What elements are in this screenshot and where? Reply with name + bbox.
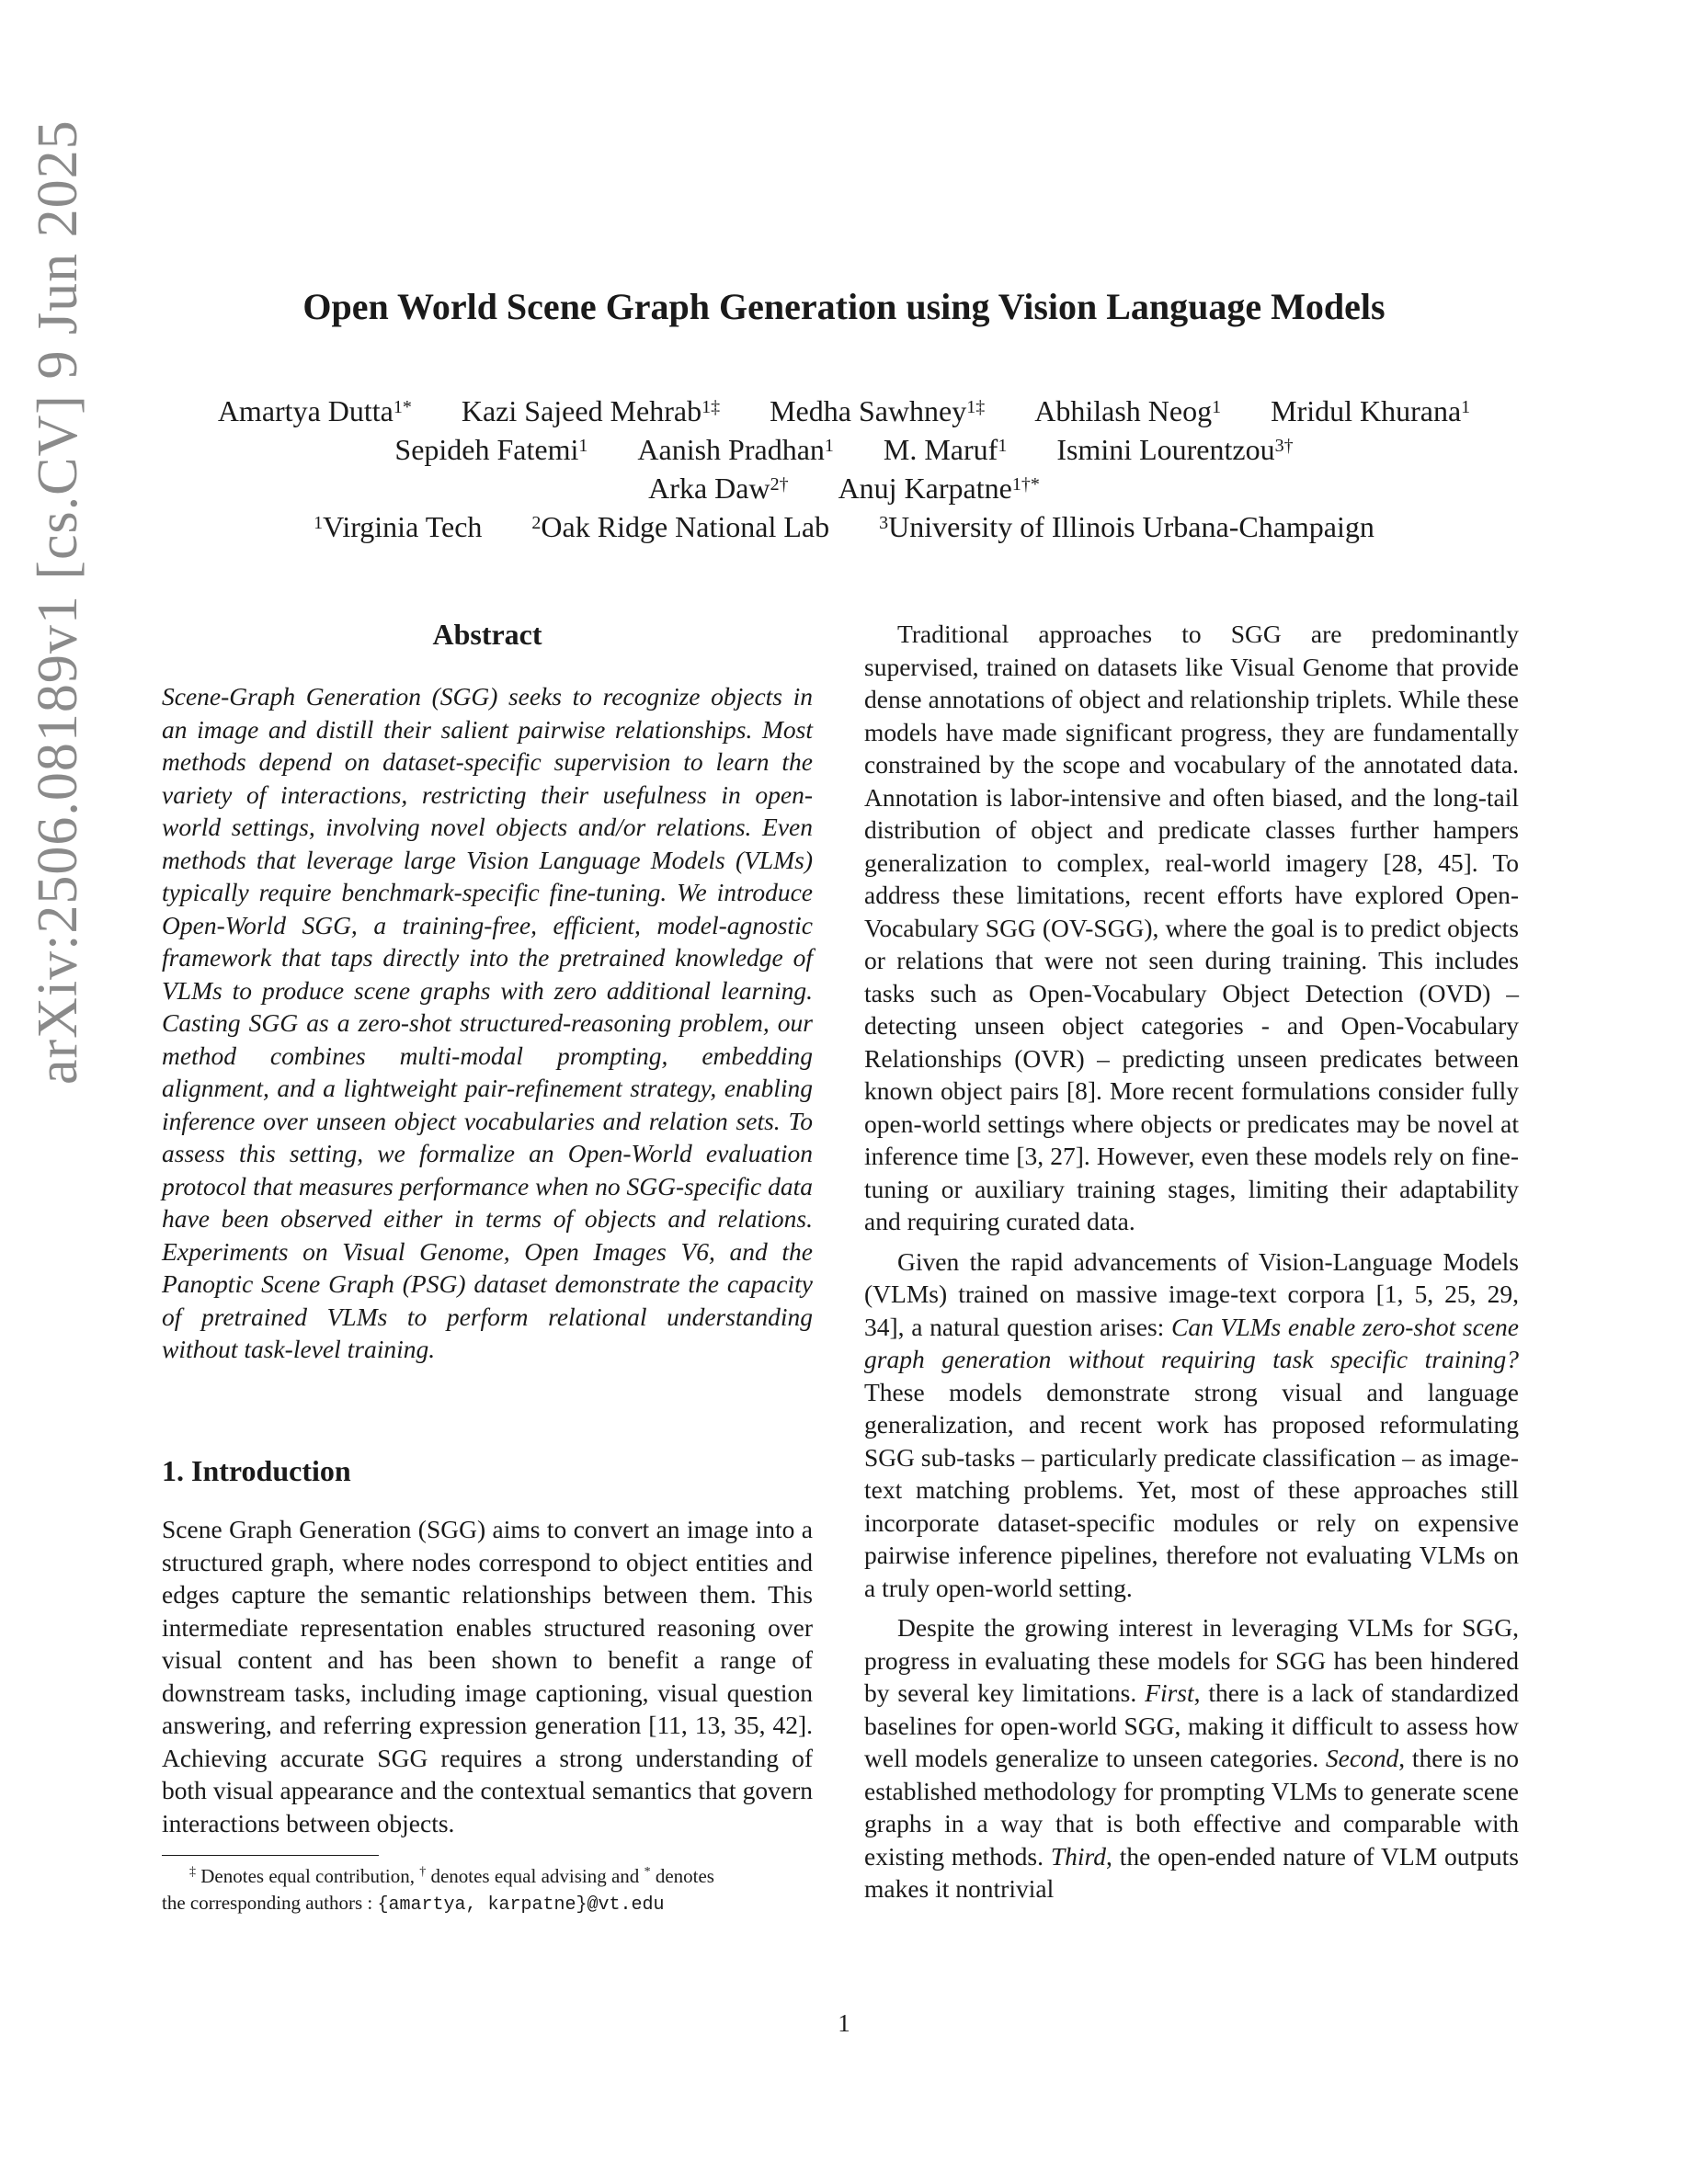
section-heading-introduction: 1. Introduction (162, 1454, 351, 1487)
author: Aanish Pradhan$^1$ (637, 433, 834, 466)
footnote-line: the corresponding authors : {amartya, karpatne}@vt.edu (162, 1892, 665, 1916)
footnote (162, 1859, 813, 1918)
author-line-1 (0, 392, 1688, 430)
affiliation: $^2$Oak Ridge National Lab (531, 510, 830, 543)
author: Kazi Sajeed Mehrab$^{1\ddagger}$ (461, 394, 721, 427)
arxiv-watermark: arXiv:2506.08189v1 [cs.CV] 9 Jun 2025 (27, 119, 89, 1085)
author-line-3 (0, 469, 1688, 507)
abstract-paragraph: Scene-Graph Generation (SGG) seeks to recognize objects in an image and distill their salient pairwise relationships. Most methods depend on dataset-specific supervision to learn the variety of interactions, restricting their usefulness in open-world settings, involving novel objects and/or relations. Even methods that leverage large Vision Language Models (VLMs) typically require benchmark-specific fine-tuning. We introduce Open-World SGG, a training-free, efficient, model-agnostic framework that taps directly into the pretrained knowledge of VLMs to produce scene graphs with zero additional learning. Casting SGG as a zero-shot structured-reasoning problem, our method combines multi-modal prompting, embedding alignment, and a lightweight pair-refinement strategy, enabling inference over unseen object vocabularies and relation sets. To assess this setting, we formalize an Open-World evaluation protocol that measures performance when no SGG-specific data have been observed either in terms of objects and relations. Experiments on Visual Genome, Open Images V6, and the Panoptic Scene Graph (PSG) dataset demonstrate the capacity of pretrained VLMs to perform relational understanding without task-level training. (162, 682, 813, 1363)
author: Arka Daw$^{2\dagger}$ (648, 472, 789, 505)
paragraph: Traditional approaches to SGG are predominantly supervised, trained on datasets like Visual Genome that provide dense annotations of object and relationship triplets. While these models have made significant progress, they are fundamentally constrained by the scope and vocabulary of the annotated data. Annotation is labor-intensive and often biased, and the long-tail distribution of object and predicate classes further hampers generalization to complex, real-world imagery [28, 45]. To address these limitations, recent efforts have explored Open-Vocabulary SGG (OV-SGG), where the goal is to predict objects or relations that were not seen during training. This includes tasks such as Open-Vocabulary Object Detection (OVD) – detecting unseen object categories - and Open-Vocabulary Relationships (OVR) – predicting unseen predicates between known object pairs [8]. More recent formulations consider fully open-world settings where objects or predicates may be novel at inference time [3, 27]. However, even these models rely on fine-tuning or auxiliary training stages, limiting their adaptability and requiring curated data. (864, 620, 1519, 1235)
footnote-rule (162, 1855, 379, 1856)
intro-paragraph: Scene Graph Generation (SGG) aims to convert an image into a structured graph, where nodes correspond to object entities and edges capture the semantic relationships between them. This intermediate representation enables structured reasoning over visual content and has been shown to benefit a range of downstream tasks, including image captioning, visual question answering, and referring expression generation [11, 13, 35, 42]. Achieving accurate SGG requires a strong understanding of both visual appearance and the contextual semantics that govern interactions between objects. (162, 1515, 813, 1837)
author: Mridul Khurana$^1$ (1271, 394, 1471, 427)
author: Medha Sawhney$^{1\ddagger}$ (770, 394, 986, 427)
abstract-heading: Abstract (432, 618, 542, 651)
paragraph: Despite the growing interest in leveraging VLMs for SGG, progress in evaluating these models for SGG has been hindered by several key limitations. First, there is a lack of standardized baselines for open-world SGG, making it difficult to assess how well models generalize to unseen categories. Second, there is no established methodology for prompting VLMs to generate scene graphs in a way that is both effective and comparable with existing methods. Third, the open-ended nature of VLM outputs makes it nontrivial (864, 1613, 1519, 1903)
author-line-2 (0, 430, 1688, 469)
author: M. Maruf$^1$ (883, 433, 1008, 466)
page-number: 1 (838, 2009, 850, 2037)
author: Abhilash Neog$^1$ (1034, 394, 1222, 427)
author: Anuj Karpatne$^{1\dagger*}$ (838, 472, 1040, 505)
author: Ismini Lourentzou$^{3\dagger}$ (1056, 433, 1294, 466)
affiliation-line (0, 507, 1688, 546)
contact-email: {amartya, karpatne}@vt.edu (377, 1894, 665, 1916)
paragraph: Given the rapid advancements of Vision-Language Models (VLMs) trained on massive image-text corpora [1, 5, 25, 29, 34], a natural question arises: Can VLMs enable zero-shot scene graph generation without requiring task specific training? These models demonstrate strong visual and language generalization, and recent work has proposed reformulating SGG sub-tasks – particularly predicate classification – as image-text matching problems. Yet, most of these approaches still incorporate dataset-specific modules or rely on expensive pairwise inference pipelines, therefore not evaluating VLMs on a truly open-world setting. (864, 1246, 1519, 1602)
right-column-body (864, 618, 1519, 1913)
abstract-body (162, 680, 813, 1366)
introduction-body (162, 1513, 813, 1839)
author-block (0, 392, 1688, 546)
paper-title: Open World Scene Graph Generation using Vision Language Models (302, 286, 1386, 327)
author: Amartya Dutta$^{1*}$ (217, 394, 412, 427)
affiliation: $^3$University of Illinois Urbana-Champaign (879, 510, 1374, 543)
affiliation: $^1$Virginia Tech (314, 510, 483, 543)
author: Sepideh Fatemi$^1$ (394, 433, 588, 466)
research-question: Can VLMs enable zero-shot scene graph generation without requiring task specific training? (864, 1312, 1519, 1373)
footnote-line: ‡ Denotes equal contribution, † denotes equal advising and * denotes (189, 1865, 714, 1887)
